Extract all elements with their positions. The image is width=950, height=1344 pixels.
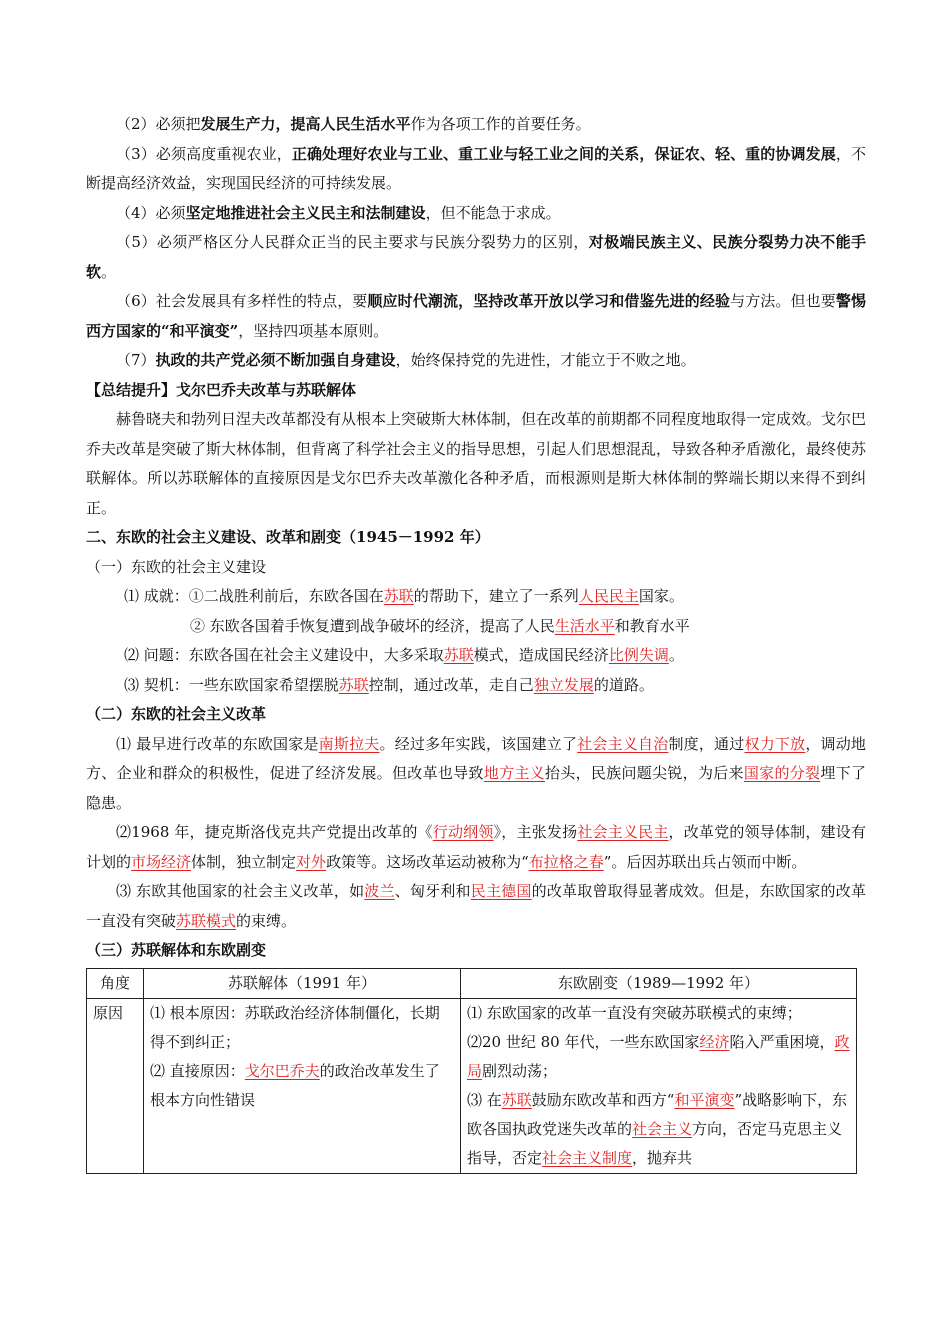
comparison-table bbox=[86, 968, 857, 1174]
ussr-cause-2: ⑵ 直接原因：戈尔巴乔夫的政治改革发生了根本方向性错误 bbox=[150, 1061, 440, 1109]
paragraph-lesson-4: （4）必须坚定地推进社会主义民主和法制建设，但不能急于求成。 bbox=[116, 203, 561, 222]
paragraph-lesson-6: （6）社会发展具有多样性的特点，要顺应时代潮流，坚持改革开放以学习和借鉴先进的经验与方法。但也要警惕西方国家的“和平演变”，坚持四项基本原则。 bbox=[86, 292, 866, 340]
table-header-cell: 角度 bbox=[87, 968, 144, 998]
section-2-heading: 二、东欧的社会主义建设、改革和剧变（1945－1992 年） bbox=[86, 528, 490, 546]
paragraph-lesson-2: （2）必须把发展生产力，提高人民生活水平作为各项工作的首要任务。 bbox=[116, 115, 591, 133]
ussr-cause-1: ⑴ 根本原因：苏联政治经济体制僵化，长期得不到纠正； bbox=[150, 1003, 440, 1051]
reform-yugoslavia: ⑴ 最早进行改革的东欧国家是南斯拉夫。经过多年实践，该国建立了社会主义自治制度，通过权力下放，调动地方、企业和群众的积极性，促进了经济发展。但改革也导致地方主义抬头，民族问题尖锐，为后来国家的分裂埋下了隐患。 bbox=[86, 734, 866, 812]
table-header-cell: 苏联解体（1991 年） bbox=[144, 968, 461, 998]
summary-heading: 【总结提升】戈尔巴乔夫改革与苏联解体 bbox=[86, 380, 357, 399]
paragraph-lesson-5: （5）必须严格区分人民群众正当的民主要求与民族分裂势力的区别，对极端民族主义、民族分裂势力决不能手软。 bbox=[86, 233, 866, 281]
ussr-cause-cell bbox=[144, 998, 461, 1173]
summary-body: 赫鲁晓夫和勃列日涅夫改革都没有从根本上突破斯大林体制，但在改革的前期都不同程度地取得一定成效。戈尔巴乔夫改革是突破了斯大林体制，但背离了科学社会主义的指导思想，引起人们思想混乱，导致各种矛盾激化，最终使苏联解体。所以苏联解体的直接原因是戈尔巴乔夫改革激化各种矛盾，而根源则是斯大林体制的弊端长期以来得不到纠正。 bbox=[86, 410, 867, 517]
ee-cause-1: ⑴ 东欧国家的改革一直没有突破苏联模式的束缚； bbox=[467, 1003, 802, 1022]
ee-cause-3: ⑶ 在苏联鼓励东欧改革和西方“和平演变”战略影响下，东欧各国执政党迷失改革的社会主义方向，否定马克思主义指导，否定社会主义制度，抛弃共 bbox=[467, 1090, 848, 1167]
table-header-row bbox=[87, 968, 857, 998]
subsection-3-heading: （三）苏联解体和东欧剧变 bbox=[86, 941, 267, 959]
table-row bbox=[87, 998, 857, 1173]
reform-czechoslovakia: ⑵1968 年，捷克斯洛伐克共产党提出改革的《行动纲领》，主张发扬社会主义民主，改革党的领导体制，建设有计划的市场经济体制，独立制定对外政策等。这场改革运动被称为“布拉格之春”。后因苏联出兵占领而中断。 bbox=[86, 823, 866, 871]
eastern-europe-cause-cell bbox=[461, 998, 857, 1173]
opportunity-line: ⑶ 契机：一些东欧国家希望摆脱苏联控制，通过改革，走自己独立发展的道路。 bbox=[124, 675, 654, 694]
ee-cause-2: ⑵20 世纪 80 年代，一些东欧国家经济陷入严重困境，政局剧烈动荡； bbox=[467, 1032, 850, 1080]
problem-line: ⑵ 问题：东欧各国在社会主义建设中，大多采取苏联模式，造成国民经济比例失调。 bbox=[124, 646, 684, 664]
achievement-line-2: ② 东欧各国着手恢复遭到战争破坏的经济，提高了人民生活水平和教育水平 bbox=[190, 616, 690, 635]
subsection-2-heading: （二）东欧的社会主义改革 bbox=[86, 705, 267, 723]
paragraph-lesson-7: （7）执政的共产党必须不断加强自身建设，始终保持党的先进性，才能立于不败之地。 bbox=[116, 351, 696, 369]
row-label: 原因 bbox=[87, 998, 144, 1173]
document-content bbox=[86, 110, 866, 1174]
subsection-1-heading: （一）东欧的社会主义建设 bbox=[86, 557, 267, 576]
paragraph-lesson-3: （3）必须高度重视农业，正确处理好农业与工业、重工业与轻工业之间的关系，保证农、轻、重的协调发展，不断提高经济效益，实现国民经济的可持续发展。 bbox=[86, 144, 866, 192]
achievement-line-1: ⑴ 成就：①二战胜利前后，东欧各国在苏联的帮助下，建立了一系列人民民主国家。 bbox=[124, 587, 684, 605]
reform-others: ⑶ 东欧其他国家的社会主义改革，如波兰、匈牙利和民主德国的改革取曾取得显著成效。但是，东欧国家的改革一直没有突破苏联模式的束缚。 bbox=[86, 882, 866, 930]
table-header-cell: 东欧剧变（1989—1992 年） bbox=[461, 968, 857, 998]
